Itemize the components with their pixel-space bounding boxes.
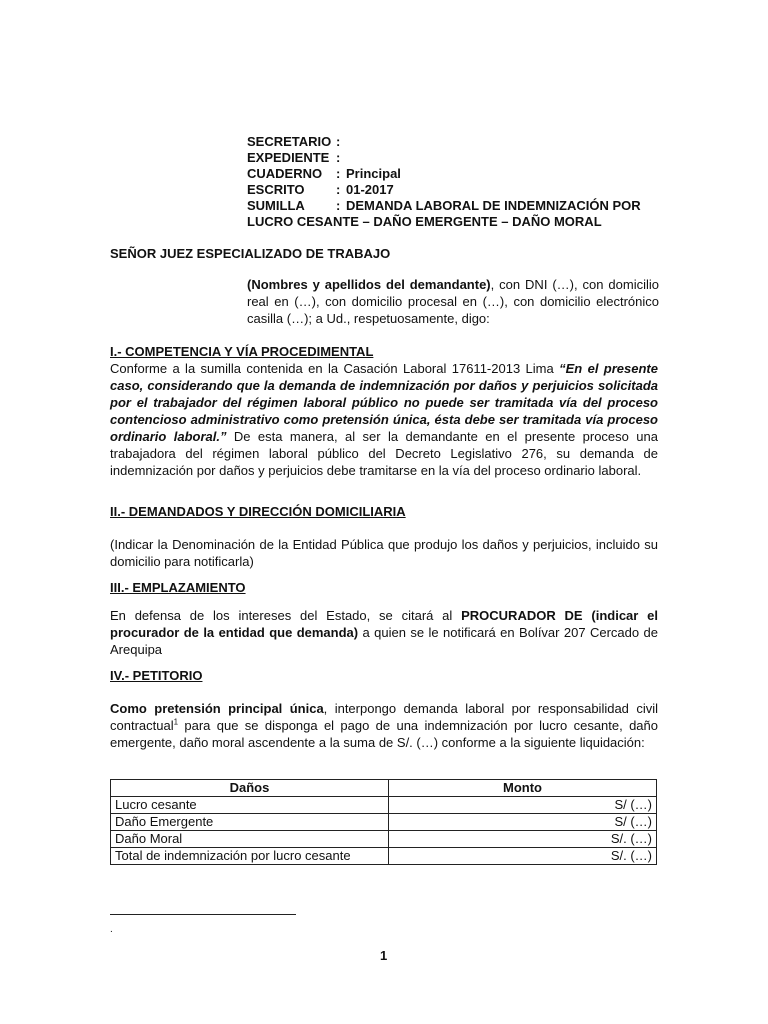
intro-paragraph bbox=[247, 276, 659, 327]
table-row bbox=[111, 848, 657, 865]
procurador-placeholder: PROCURADOR DE (indicar el procurador de la entidad que demanda) bbox=[110, 608, 658, 640]
amount-cell: S/ (…) bbox=[389, 814, 657, 831]
petitorio-text-b: para que se disponga el pago de una indemnización por lucro cesante, daño emergente, daño moral ascendente a la suma de S/. (…) conforme a la siguiente liquidación: bbox=[110, 718, 658, 750]
header-value: Principal bbox=[346, 166, 401, 181]
header-colon: : bbox=[336, 166, 341, 181]
header-row-cuaderno bbox=[247, 166, 677, 182]
header-row-sumilla bbox=[247, 198, 677, 214]
footnote-text: . bbox=[110, 924, 113, 935]
petitorio-bold: Como pretensión principal única bbox=[110, 701, 324, 716]
header-row-secretario bbox=[247, 134, 677, 150]
column-header-danos: Daños bbox=[111, 780, 389, 797]
header-colon: : bbox=[336, 134, 341, 149]
emplazamiento-text-a: En defensa de los intereses del Estado, se citará al bbox=[110, 608, 462, 623]
table-row bbox=[111, 797, 657, 814]
section-body-emplazamiento bbox=[110, 607, 658, 658]
amount-cell: S/ (…) bbox=[389, 797, 657, 814]
footnote-reference[interactable]: 1 bbox=[173, 717, 179, 727]
section-body-competencia bbox=[110, 360, 658, 479]
header-colon: : bbox=[336, 150, 341, 165]
liquidation-table bbox=[110, 779, 657, 865]
section-title-competencia: I.- COMPETENCIA Y VÍA PROCEDIMENTAL bbox=[110, 344, 374, 359]
header-colon: : bbox=[336, 182, 341, 197]
section-body-demandados: (Indicar la Denominación de la Entidad Pública que produjo los daños y perjuicios, incluido su domicilio para notificarla) bbox=[110, 537, 658, 569]
header-sumilla-line2 bbox=[247, 214, 677, 230]
header-label: EXPEDIENTE bbox=[247, 150, 330, 165]
footnote-separator bbox=[110, 914, 296, 915]
emplazamiento-text-b: a quien se le notificará en Bolívar 207 Cercado de Arequipa bbox=[110, 625, 658, 657]
amount-cell: S/. (…) bbox=[389, 848, 657, 865]
header-label: SECRETARIO bbox=[247, 134, 332, 149]
plaintiff-name-placeholder: (Nombres y apellidos del demandante) bbox=[247, 277, 491, 292]
column-header-monto: Monto bbox=[389, 780, 657, 797]
page-number: 1 bbox=[380, 948, 388, 963]
section-title-demandados: II.- DEMANDADOS Y DIRECCIÓN DOMICILIARIA bbox=[110, 504, 406, 519]
section-title-emplazamiento: III.- EMPLAZAMIENTO bbox=[110, 580, 246, 595]
section-body-petitorio bbox=[110, 700, 658, 751]
amount-cell: S/. (…) bbox=[389, 831, 657, 848]
judge-addressee: SEÑOR JUEZ ESPECIALIZADO DE TRABAJO bbox=[110, 246, 391, 261]
header-label: SUMILLA bbox=[247, 198, 305, 213]
sumilla-continuation: LUCRO CESANTE – DAÑO EMERGENTE – DAÑO MORAL bbox=[247, 214, 602, 229]
header-colon: : bbox=[336, 198, 341, 213]
table-row bbox=[111, 814, 657, 831]
damage-type-cell: Daño Moral bbox=[111, 831, 389, 848]
damage-type-cell: Lucro cesante bbox=[111, 797, 389, 814]
header-row-escrito bbox=[247, 182, 677, 198]
competencia-text-a: Conforme a la sumilla contenida en la Casación Laboral 17611-2013 Lima bbox=[110, 361, 560, 376]
table-header-row bbox=[111, 780, 657, 797]
header-value: DEMANDA LABORAL DE INDEMNIZACIÓN POR bbox=[346, 198, 641, 213]
petitorio-text-a: , interpongo demanda laboral por responsabilidad civil contractual bbox=[110, 701, 658, 733]
case-header bbox=[247, 134, 677, 230]
casacion-quote: “En el presente caso, considerando que la demanda de indemnización por daños y perjuicios solicitada por el trabajador del régimen laboral público no puede ser tramitada vía del proceso contencioso administrativo como pretensión única, ésta debe ser tramitada vía proceso ordinario laboral.” bbox=[110, 361, 658, 444]
table-row bbox=[111, 831, 657, 848]
header-label: ESCRITO bbox=[247, 182, 305, 197]
header-row-expediente bbox=[247, 150, 677, 166]
competencia-text-b: De esta manera, al ser la demandante en el presente proceso una trabajadora del régimen laboral público del Decreto Legislativo 276, su demanda de indemnización por daños y perjuicios debe tramitarse en la vía del proceso ordinario laboral. bbox=[110, 429, 658, 478]
damage-type-cell: Total de indemnización por lucro cesante bbox=[111, 848, 389, 865]
damage-type-cell: Daño Emergente bbox=[111, 814, 389, 831]
intro-text: , con DNI (…), con domicilio real en (…), con domicilio procesal en (…), con domicilio electrónico casilla (…); a Ud., respetuosamente, digo: bbox=[247, 277, 659, 326]
header-label: CUADERNO bbox=[247, 166, 323, 181]
header-value: 01-2017 bbox=[346, 182, 394, 197]
section-title-petitorio: IV.- PETITORIO bbox=[110, 668, 203, 683]
